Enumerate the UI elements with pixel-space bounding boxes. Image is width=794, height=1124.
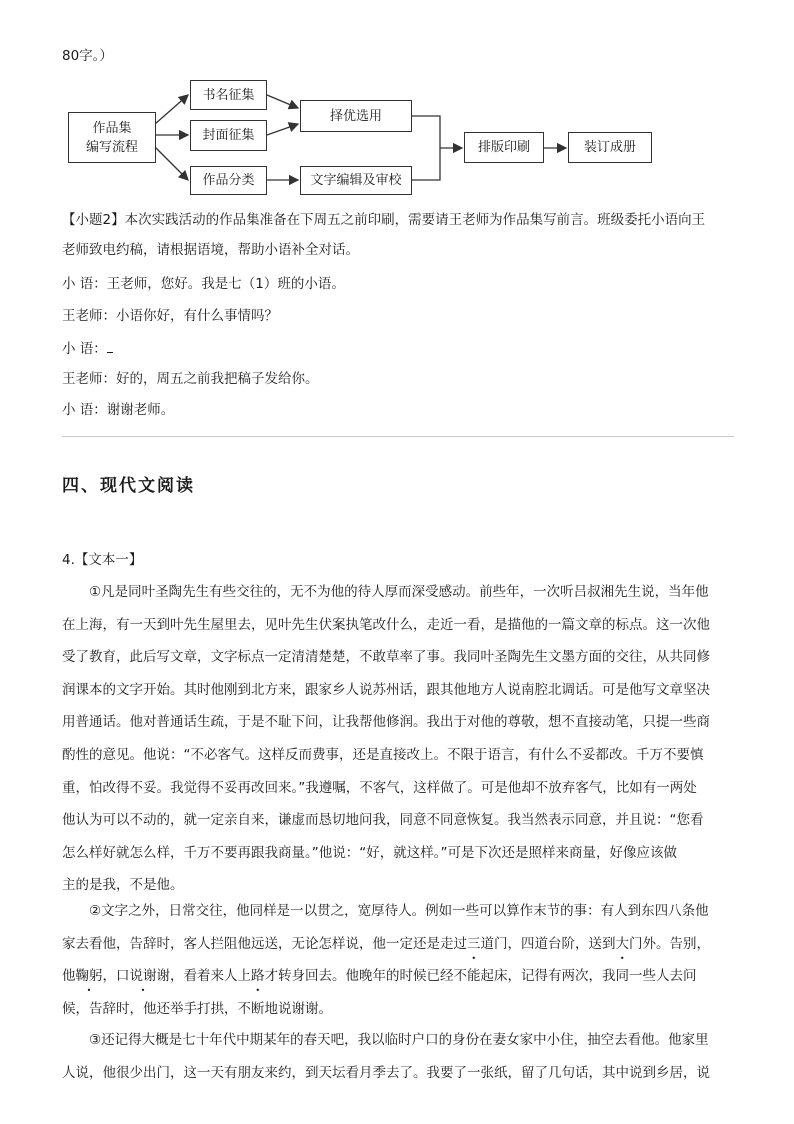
p2-line: ②文字之外，日常交往，他同样是一以贯之，宽厚待人。例如一些可以算作末节的事：有人到东四八条他 — [89, 903, 709, 919]
section-title: 四、现代文阅读 — [62, 476, 195, 496]
paragraph-1 — [62, 576, 734, 902]
p2-text: 。他晚年的时候已经不能起床，记得有两次，我同一些人去问 — [332, 968, 697, 985]
p3-line: 人说，他很少出门，这一天有朋友来约，到天坛看月季去了。我要了一张纸，留了几句话，其中说到乡居，说 — [62, 1064, 710, 1081]
flow-classify-box: 作品分类 — [190, 166, 267, 195]
dialogue-line-2: 王老师：小语你好，有什么事情吗？ — [62, 308, 278, 324]
p1-line: 怎么样好就怎么样，千万不要再跟我商量。”他说：“好，就这样。”可是下次还是照样来商量，好像应该做 — [62, 844, 677, 861]
p2-emphasis: 鞠躬 — [75, 968, 103, 985]
q4-label: 4.【文本一】 — [62, 552, 143, 568]
p1-line: 主的是我，不是他。 — [62, 877, 184, 894]
p1-line: 在上海，有一天到叶先生屋里去，见叶先生伏案执笔改什么，走近一看，是描他的一篇文章的标点。这一次他 — [62, 616, 710, 633]
p1-line: 润课本的文字开始。其时他刚到北方来，跟家乡人说苏州话，跟其他地方人说南腔北调话。可是他写文章坚决 — [62, 681, 710, 698]
flow-start-box — [68, 112, 156, 163]
p1-line: ①凡是同叶圣陶先生有些交往的，无不为他的待人厚而深受感动。前些年，一次听吕叔湘先生说，当年他 — [89, 584, 709, 600]
p2-text: 家去看他，告辞时，客人拦阻他远送，无论怎样说，他一定还是 — [62, 935, 440, 952]
flow-cover-box: 封面征集 — [190, 120, 267, 151]
p2-line: 候，告辞时，他还举手打拱，不断地说谢谢。 — [62, 1000, 332, 1017]
p1-line: 酌性的意见。他说：“不必客气。这样反而费事，还是直接改上。不限于语言，有什么不妥都改。千万不要慎 — [62, 746, 704, 763]
flow-edit-box: 文字编辑及审校 — [300, 166, 412, 195]
dialogue-line-3 — [62, 338, 113, 359]
p3-line: ③还记得大概是七十年代中期某年的春天吧，我以临时户口的身份在妻女家中小住，抽空去看他。他家里 — [89, 1032, 709, 1048]
p2-emphasis: 口说谢谢 — [116, 968, 170, 985]
p2-emphasis: 看着来人上路才转身回去 • — [184, 968, 333, 984]
p2-text: 他 — [62, 968, 76, 985]
flow-book-title-box: 书名征集 — [190, 80, 267, 110]
p1-line: 用普通话。他对普通话生疏，于是不耻下问，让我帮他修润。我出于对他的尊敬，想不直接动笔，只提一些商 — [62, 714, 710, 731]
p2-emphasis: 走过三道门 • — [440, 936, 508, 952]
p2-text: ， — [102, 968, 116, 985]
p1-line: 重，怕改得不妥。我觉得不妥再改回来。”我遵嘱，不客气，这样做了。可是他却不放弃客气，比如有一两处 — [62, 779, 697, 796]
flow-start-line1: 作品集 — [92, 120, 132, 136]
flow-print-box: 排版印刷 — [464, 132, 544, 163]
continuation-text: 80字。） — [62, 48, 113, 64]
flow-select-box: 择优选用 — [300, 100, 412, 132]
paragraph-2 — [62, 895, 734, 1025]
q2-line-1: 【小题2】本次实践活动的作品集准备在下周五之前印刷，需要请王老师为作品集写前言。班级委托小语向王 — [62, 212, 706, 228]
p2-text: ， — [170, 968, 184, 985]
answer-blank[interactable] — [107, 338, 113, 353]
dialogue-line-4: 王老师：好的，周五之前我把稿子发给你。 — [62, 371, 319, 387]
p2-emphasis: 送到大门外 • — [589, 936, 657, 952]
flow-start-line2: 编写流程 — [85, 139, 138, 155]
p2-text: 。告别， — [656, 935, 710, 952]
flow-bind-box: 装订成册 — [568, 132, 652, 163]
paragraph-3 — [62, 1024, 734, 1089]
q2-line-2: 老师致电约稿，请根据语境，帮助小语补全对话。 — [62, 242, 359, 258]
dialogue-line-1: 小 语：王老师，您好。我是七（1）班的小语。 — [62, 276, 345, 292]
p2-line — [62, 960, 734, 993]
p2-text: ，四道台阶， — [507, 935, 589, 952]
section-divider — [62, 436, 734, 437]
p1-line: 受了教育，此后写文章，文字标点一定清清楚楚，不敢草率了事。我同叶圣陶先生文墨方面的交往，从共同修 — [62, 649, 710, 666]
p2-line — [62, 928, 734, 961]
dialogue-line-3-text: 小 语： — [62, 341, 107, 357]
dialogue-line-5: 小 语：谢谢老师。 — [62, 402, 175, 418]
p1-line: 他认为可以不动的，就一定亲自来，谦虚而恳切地问我，同意不同意恢复。我当然表示同意，并且说：“您看 — [62, 812, 704, 829]
